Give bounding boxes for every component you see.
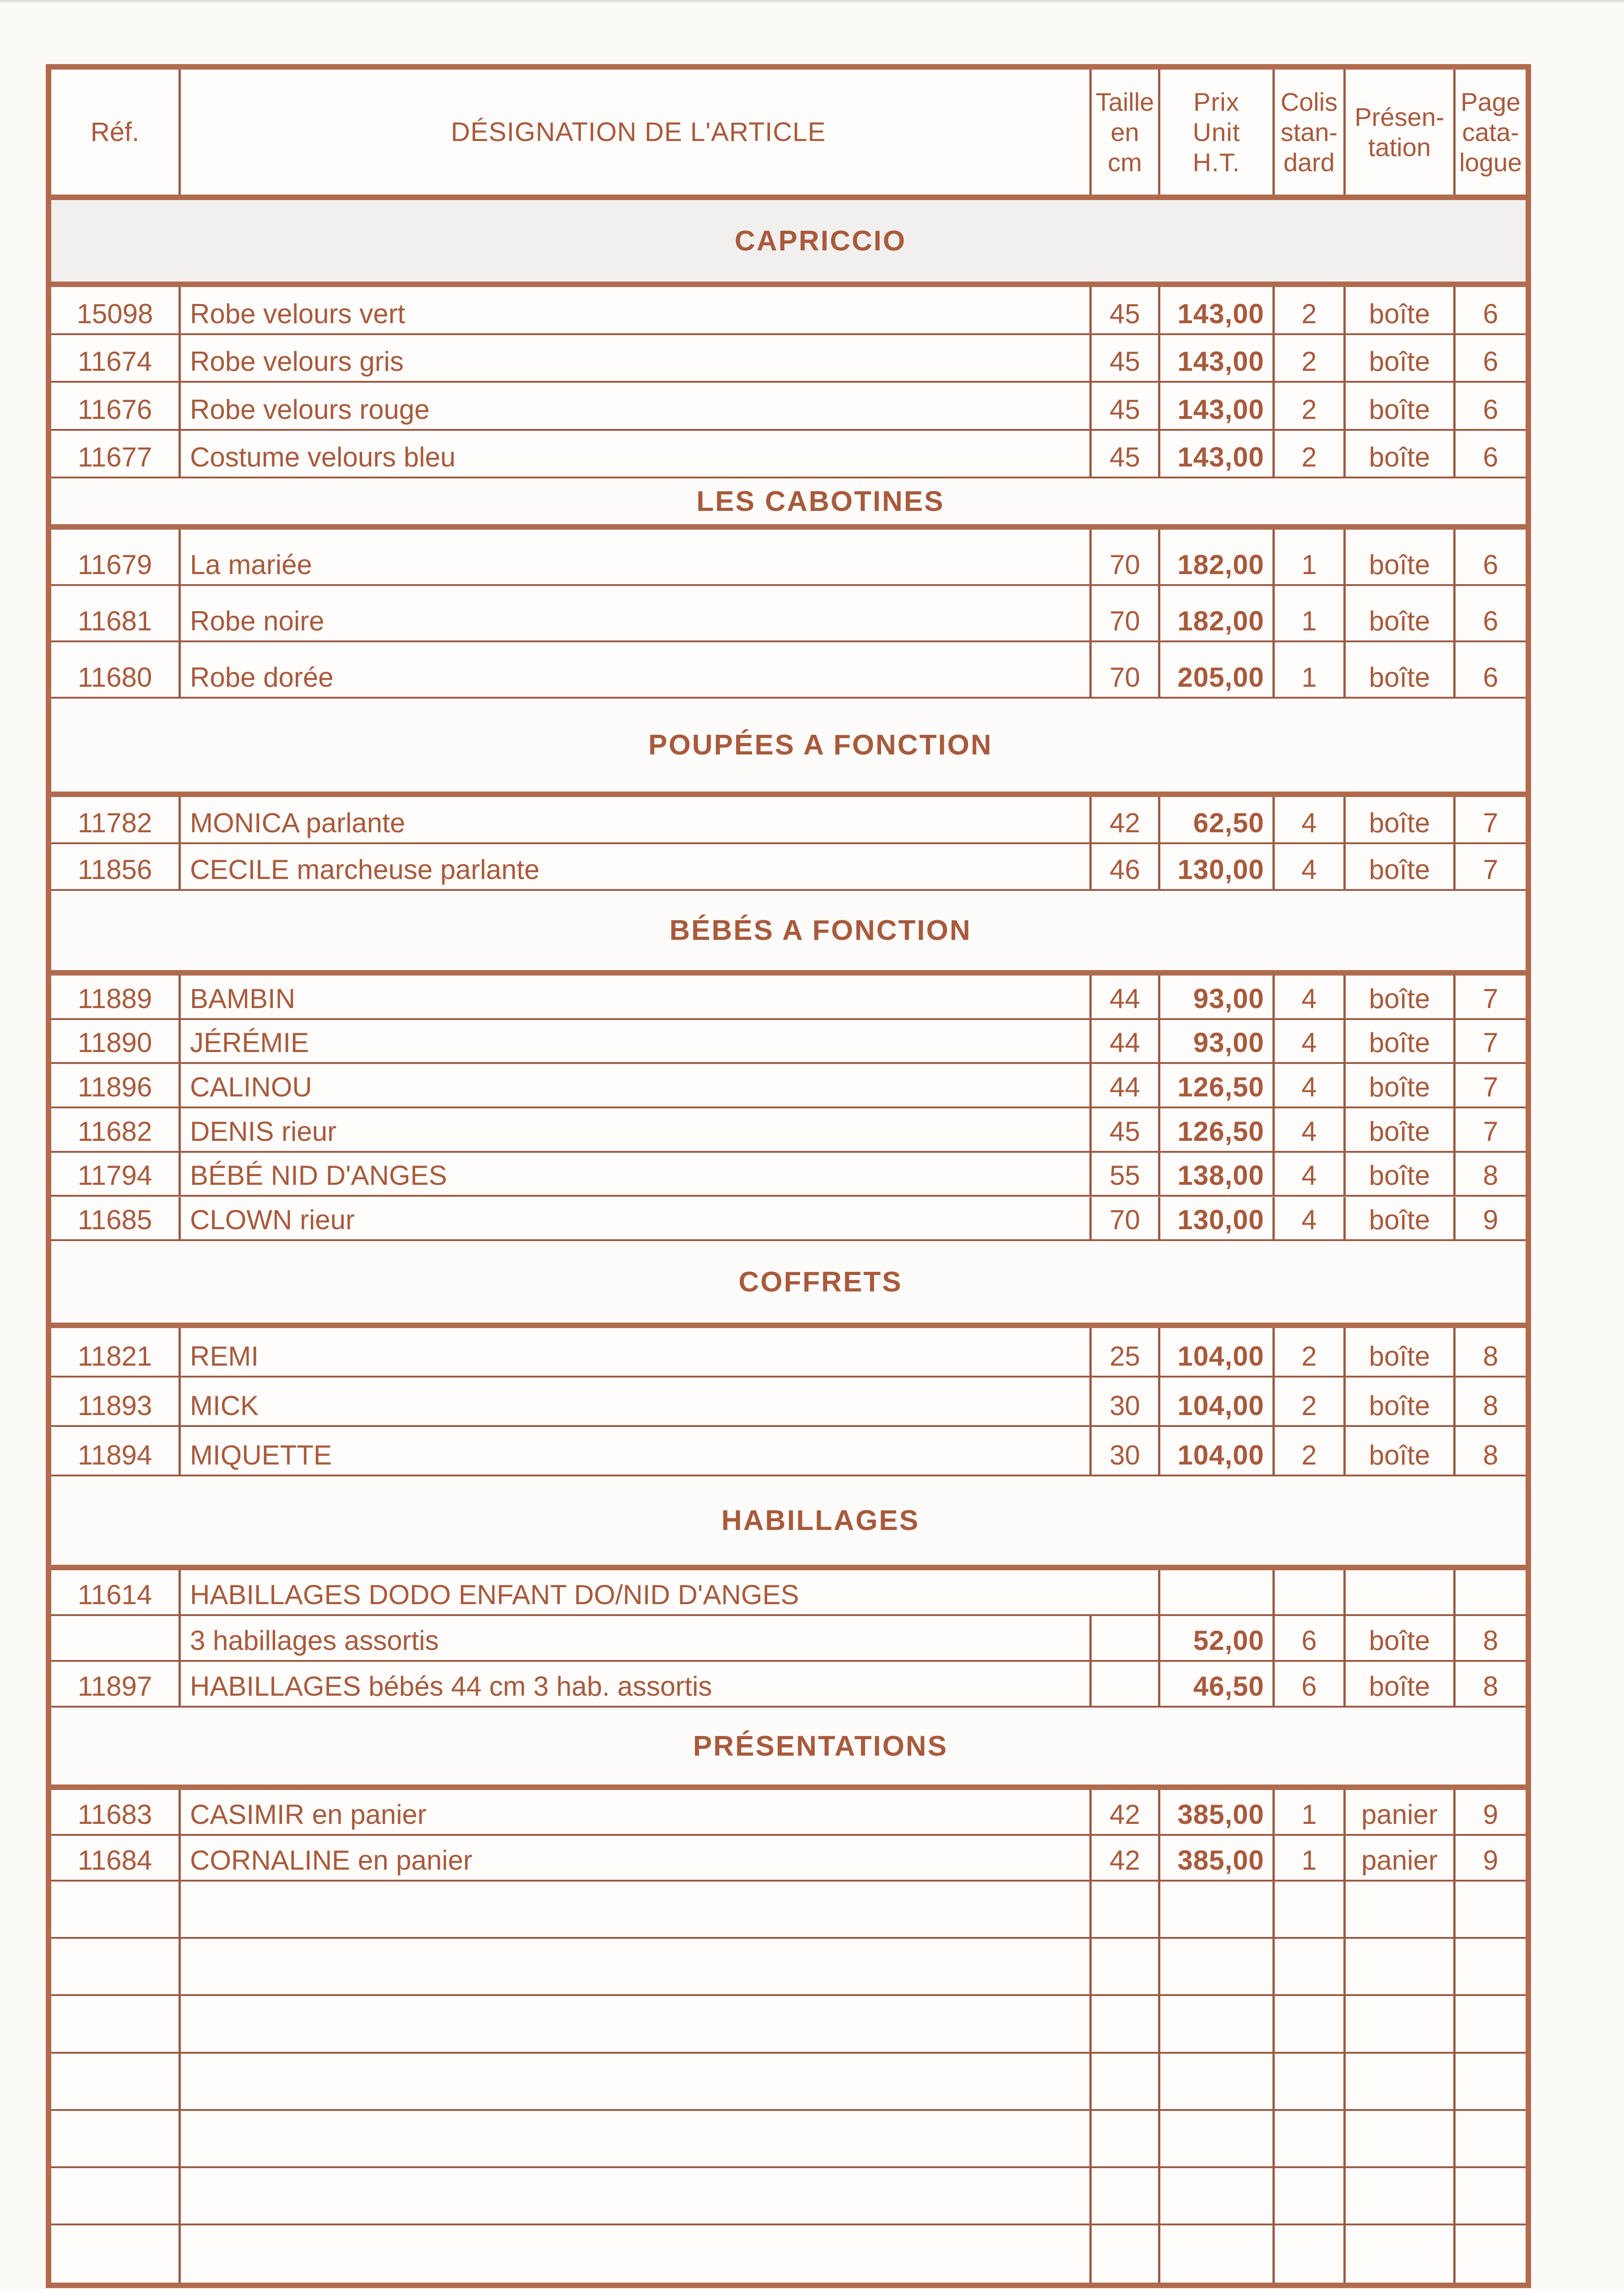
- cell-designation: BÉBÉ NID D'ANGES: [181, 1153, 1092, 1195]
- table-row: [51, 383, 1526, 431]
- cell-prix: 126,50: [1160, 1108, 1275, 1151]
- empty-cell: [51, 1882, 181, 1937]
- cell-presentation: boîte: [1346, 1662, 1456, 1706]
- cell-ref: 11676: [51, 383, 181, 429]
- empty-cell: [1160, 2225, 1275, 2283]
- cell-taille: 45: [1092, 335, 1160, 381]
- header-taille-line: en: [1110, 117, 1139, 146]
- cell-ref: 11679: [51, 530, 181, 584]
- table-row: [51, 586, 1526, 642]
- table-row: [51, 287, 1526, 335]
- empty-cell: [1160, 1882, 1275, 1937]
- cell-taille: 25: [1092, 1328, 1160, 1376]
- cell-ref: 11684: [51, 1836, 181, 1880]
- cell-designation: Costume velours bleu: [181, 431, 1092, 477]
- empty-cell: [1092, 1882, 1160, 1937]
- section-header: [51, 891, 1526, 976]
- header-taille-line: cm: [1108, 147, 1142, 177]
- cell-prix: 130,00: [1160, 844, 1275, 890]
- cell-presentation: panier: [1346, 1790, 1456, 1834]
- header-prix-line: Prix: [1193, 87, 1240, 116]
- empty-cell: [1346, 2111, 1456, 2166]
- header-designation: DÉSIGNATION DE L'ARTICLE: [181, 70, 1092, 195]
- cell-ref: 11681: [51, 586, 181, 640]
- cell-designation: La mariée: [181, 530, 1092, 584]
- cell-colis: 4: [1275, 1108, 1346, 1151]
- cell-page: 9: [1483, 1204, 1499, 1236]
- empty-cell: [1456, 1996, 1526, 2051]
- cell-page: 7: [1483, 1116, 1499, 1147]
- cell-colis: 4: [1275, 976, 1346, 1018]
- cell-ref: 11685: [51, 1197, 181, 1240]
- cell-ref: 11893: [51, 1378, 181, 1425]
- cell-presentation: boîte: [1346, 1108, 1456, 1151]
- section-title: HABILLAGES: [721, 1505, 920, 1537]
- empty-cell: [1346, 2168, 1456, 2224]
- empty-cell: [1160, 1939, 1275, 1994]
- cell-colis: 2: [1275, 1378, 1346, 1425]
- cell-prix: 143,00: [1160, 335, 1275, 381]
- empty-cell: [1160, 2168, 1275, 2224]
- cell-page: 6: [1483, 606, 1499, 636]
- cell-page: 7: [1483, 807, 1499, 838]
- empty-cell: [181, 2054, 1092, 2109]
- empty-cell: [1160, 2054, 1275, 2109]
- cell-designation: HABILLAGES bébés 44 cm 3 hab. assortis: [181, 1662, 1092, 1706]
- cell-page: [1456, 1570, 1526, 1614]
- header-ref: Réf.: [51, 70, 181, 195]
- cell-colis: 1: [1275, 1836, 1346, 1880]
- header-page-line: Page: [1461, 87, 1521, 116]
- cell-designation: CALINOU: [181, 1064, 1092, 1107]
- empty-cell: [181, 2111, 1092, 2166]
- cell-page: 6: [1483, 298, 1499, 329]
- empty-cell: [51, 1996, 181, 2051]
- cell-designation: REMI: [181, 1328, 1092, 1376]
- cell-page: 8: [1483, 1440, 1499, 1471]
- cell-designation: Robe dorée: [181, 642, 1092, 697]
- cell-colis: 2: [1275, 1427, 1346, 1475]
- empty-cell: [1456, 2054, 1526, 2109]
- cell-taille: 70: [1092, 530, 1160, 584]
- cell-taille: 70: [1092, 1197, 1160, 1240]
- empty-cell: [1456, 1882, 1526, 1937]
- cell-ref: 11894: [51, 1427, 181, 1475]
- cell-colis: 1: [1275, 1790, 1346, 1834]
- cell-ref: [51, 1616, 181, 1660]
- cell-page: 8: [1483, 1671, 1499, 1702]
- cell-page: 9: [1483, 1845, 1499, 1876]
- empty-cell: [1346, 1882, 1456, 1937]
- empty-cell: [181, 1996, 1092, 2051]
- empty-cell: [1092, 2225, 1160, 2283]
- table-row: [51, 431, 1526, 479]
- empty-cell: [1160, 2111, 1275, 2166]
- cell-prix: 104,00: [1160, 1328, 1275, 1376]
- cell-ref: 11614: [51, 1570, 181, 1614]
- cell-ref: 11896: [51, 1064, 181, 1107]
- header-page-line: logue: [1459, 147, 1522, 177]
- header-colis-line: dard: [1283, 147, 1335, 177]
- empty-cell: [1456, 1939, 1526, 1994]
- cell-prix: 52,00: [1160, 1616, 1275, 1660]
- section-title: CAPRICCIO: [735, 225, 906, 257]
- header-page: [1456, 70, 1526, 195]
- cell-colis: 4: [1275, 1020, 1346, 1063]
- empty-cell: [181, 2225, 1092, 2283]
- empty-cell: [1346, 1996, 1456, 2051]
- cell-taille: 45: [1092, 383, 1160, 429]
- cell-taille: 46: [1092, 844, 1160, 890]
- empty-row: [51, 1882, 1526, 1939]
- cell-page: 8: [1483, 1625, 1499, 1656]
- cell-prix: 182,00: [1160, 530, 1275, 584]
- empty-cell: [1275, 2111, 1346, 2166]
- cell-prix: 385,00: [1160, 1836, 1275, 1880]
- empty-row: [51, 2225, 1526, 2283]
- empty-cell: [1456, 2111, 1526, 2166]
- section-title: BÉBÉS A FONCTION: [669, 915, 972, 946]
- cell-prix: 126,50: [1160, 1064, 1275, 1107]
- section-header: [51, 1241, 1526, 1328]
- cell-page: 6: [1483, 442, 1499, 472]
- header-colis: [1275, 70, 1346, 195]
- table-row: [51, 797, 1526, 844]
- empty-cell: [1092, 1939, 1160, 1994]
- cell-colis: 1: [1275, 586, 1346, 640]
- cell-taille: 45: [1092, 431, 1160, 477]
- header-presentation-line: tation: [1368, 132, 1431, 162]
- cell-presentation: [1346, 1570, 1456, 1614]
- cell-colis: 2: [1275, 287, 1346, 333]
- cell-ref: 11680: [51, 642, 181, 697]
- empty-cell: [1346, 1939, 1456, 1994]
- cell-designation: CORNALINE en panier: [181, 1836, 1092, 1880]
- empty-cell: [1275, 1939, 1346, 1994]
- cell-prix: 104,00: [1160, 1378, 1275, 1425]
- table-row: [51, 1570, 1526, 1616]
- empty-cell: [1092, 1996, 1160, 2051]
- table-row: [51, 1836, 1526, 1882]
- cell-ref: 11674: [51, 335, 181, 381]
- cell-prix: 46,50: [1160, 1662, 1275, 1706]
- table-row: [51, 1020, 1526, 1064]
- cell-page: 7: [1483, 983, 1499, 1014]
- section-header: [51, 478, 1526, 530]
- cell-page: 7: [1483, 854, 1499, 885]
- cell-ref: 11683: [51, 1790, 181, 1834]
- cell-page: 6: [1483, 549, 1499, 580]
- cell-taille: 42: [1092, 1790, 1160, 1834]
- section-title: PRÉSENTATIONS: [693, 1730, 948, 1762]
- order-form-table: [46, 64, 1531, 2288]
- cell-presentation: boîte: [1346, 1064, 1456, 1107]
- cell-designation: HABILLAGES DODO ENFANT DO/NID D'ANGES: [181, 1570, 1160, 1614]
- table-row: [51, 1790, 1526, 1836]
- empty-row: [51, 1939, 1526, 1996]
- cell-colis: 4: [1275, 1064, 1346, 1107]
- empty-cell: [1275, 1996, 1346, 2051]
- empty-cell: [1275, 2225, 1346, 2283]
- cell-prix: 93,00: [1160, 976, 1275, 1018]
- cell-presentation: boîte: [1346, 530, 1456, 584]
- cell-prix: 385,00: [1160, 1790, 1275, 1834]
- cell-ref: 11677: [51, 431, 181, 477]
- header-taille-line: Taille: [1095, 87, 1154, 116]
- cell-colis: 4: [1275, 1197, 1346, 1240]
- cell-presentation: boîte: [1346, 383, 1456, 429]
- section-header: [51, 699, 1526, 797]
- cell-taille: [1092, 1662, 1160, 1706]
- cell-presentation: boîte: [1346, 1197, 1456, 1240]
- table-row: [51, 335, 1526, 383]
- cell-page: 9: [1483, 1799, 1499, 1830]
- section-header: [51, 200, 1526, 287]
- cell-colis: [1275, 1570, 1346, 1614]
- header-prix-line: H.T.: [1192, 147, 1240, 177]
- cell-ref: 15098: [51, 287, 181, 333]
- cell-ref: 11682: [51, 1108, 181, 1151]
- table-row: [51, 1427, 1526, 1476]
- cell-prix: 143,00: [1160, 431, 1275, 477]
- header-prix: [1160, 70, 1275, 195]
- cell-ref: 11890: [51, 1020, 181, 1063]
- table-row: [51, 642, 1526, 699]
- empty-cell: [51, 2111, 181, 2166]
- cell-colis: 2: [1275, 383, 1346, 429]
- table-row: [51, 1616, 1526, 1662]
- empty-cell: [1092, 2054, 1160, 2109]
- cell-colis: 2: [1275, 335, 1346, 381]
- cell-page: 8: [1483, 1160, 1499, 1191]
- cell-taille: 70: [1092, 642, 1160, 697]
- empty-row: [51, 1996, 1526, 2053]
- cell-designation: CECILE marcheuse parlante: [181, 844, 1092, 890]
- cell-colis: 2: [1275, 1328, 1346, 1376]
- cell-presentation: boîte: [1346, 586, 1456, 640]
- cell-ref: 11821: [51, 1328, 181, 1376]
- cell-presentation: boîte: [1346, 976, 1456, 1018]
- header-presentation-line: Présen-: [1354, 102, 1445, 131]
- empty-row: [51, 2111, 1526, 2168]
- cell-prix: 143,00: [1160, 383, 1275, 429]
- table-row: [51, 1197, 1526, 1242]
- table-row: [51, 1108, 1526, 1153]
- header-colis-line: stan-: [1280, 117, 1338, 146]
- section-header: [51, 1476, 1526, 1570]
- cell-prix: 62,50: [1160, 797, 1275, 842]
- empty-cell: [51, 2225, 181, 2283]
- empty-row: [51, 2054, 1526, 2111]
- cell-designation: 3 habillages assortis: [181, 1616, 1092, 1660]
- cell-designation: DENIS rieur: [181, 1108, 1092, 1151]
- empty-cell: [1456, 2168, 1526, 2224]
- section-title: LES CABOTINES: [696, 485, 945, 517]
- section-header: [51, 1708, 1526, 1790]
- cell-designation: Robe velours rouge: [181, 383, 1092, 429]
- cell-colis: 4: [1275, 797, 1346, 842]
- empty-cell: [181, 1939, 1092, 1994]
- cell-taille: 55: [1092, 1153, 1160, 1195]
- table-header: [51, 70, 1526, 200]
- header-taille: [1092, 70, 1160, 195]
- cell-taille: 45: [1092, 1108, 1160, 1151]
- cell-taille: 44: [1092, 976, 1160, 1018]
- cell-ref: 11897: [51, 1662, 181, 1706]
- cell-presentation: boîte: [1346, 287, 1456, 333]
- cell-taille: 30: [1092, 1427, 1160, 1475]
- cell-colis: 1: [1275, 642, 1346, 697]
- cell-page: 6: [1483, 394, 1499, 425]
- cell-prix: 104,00: [1160, 1427, 1275, 1475]
- cell-page: 6: [1483, 346, 1499, 377]
- cell-presentation: boîte: [1346, 1427, 1456, 1475]
- empty-cell: [1275, 2168, 1346, 2224]
- table-row: [51, 1662, 1526, 1708]
- cell-prix: 143,00: [1160, 287, 1275, 333]
- empty-cell: [51, 2054, 181, 2109]
- empty-cell: [1456, 2225, 1526, 2283]
- header-prix-line: Unit: [1192, 117, 1240, 146]
- cell-taille: 70: [1092, 586, 1160, 640]
- empty-cell: [1275, 1882, 1346, 1937]
- empty-cell: [51, 1939, 181, 1994]
- header-colis-line: Colis: [1280, 87, 1338, 116]
- cell-presentation: panier: [1346, 1836, 1456, 1880]
- cell-ref: 11782: [51, 797, 181, 842]
- cell-taille: 42: [1092, 797, 1160, 842]
- cell-taille: [1092, 1616, 1160, 1660]
- section-title: POUPÉES A FONCTION: [648, 729, 993, 761]
- table-row: [51, 1153, 1526, 1197]
- cell-page: 8: [1483, 1341, 1499, 1372]
- table-row: [51, 530, 1526, 586]
- cell-colis: 6: [1275, 1616, 1346, 1660]
- cell-ref: 11794: [51, 1153, 181, 1195]
- empty-cell: [1092, 2168, 1160, 2224]
- cell-ref: 11889: [51, 976, 181, 1018]
- cell-presentation: boîte: [1346, 1378, 1456, 1425]
- cell-taille: 44: [1092, 1064, 1160, 1107]
- cell-colis: 2: [1275, 431, 1346, 477]
- cell-prix: 130,00: [1160, 1197, 1275, 1240]
- cell-presentation: boîte: [1346, 335, 1456, 381]
- section-title: COFFRETS: [738, 1266, 903, 1298]
- cell-page: 7: [1483, 1072, 1499, 1103]
- cell-designation: MONICA parlante: [181, 797, 1092, 842]
- cell-taille: 44: [1092, 1020, 1160, 1063]
- cell-prix: 138,00: [1160, 1153, 1275, 1195]
- empty-row: [51, 2168, 1526, 2225]
- empty-cell: [181, 2168, 1092, 2224]
- empty-cell: [1275, 2054, 1346, 2109]
- cell-designation: MIQUETTE: [181, 1427, 1092, 1475]
- cell-designation: Robe velours vert: [181, 287, 1092, 333]
- cell-presentation: boîte: [1346, 797, 1456, 842]
- cell-page: 6: [1483, 662, 1499, 693]
- cell-designation: Robe noire: [181, 586, 1092, 640]
- cell-prix: 93,00: [1160, 1020, 1275, 1063]
- cell-page: 8: [1483, 1390, 1499, 1421]
- empty-cell: [51, 2168, 181, 2224]
- cell-presentation: boîte: [1346, 642, 1456, 697]
- header-page-line: cata-: [1462, 117, 1519, 146]
- cell-taille: 42: [1092, 1836, 1160, 1880]
- cell-prix: 205,00: [1160, 642, 1275, 697]
- cell-presentation: boîte: [1346, 1020, 1456, 1063]
- cell-page: 7: [1483, 1027, 1499, 1058]
- empty-cell: [1346, 2225, 1456, 2283]
- table-row: [51, 1378, 1526, 1427]
- cell-taille: 45: [1092, 287, 1160, 333]
- cell-colis: 6: [1275, 1662, 1346, 1706]
- cell-prix: 182,00: [1160, 586, 1275, 640]
- table-row: [51, 976, 1526, 1020]
- empty-cell: [181, 1882, 1092, 1937]
- cell-presentation: boîte: [1346, 1153, 1456, 1195]
- page-edge-top: [0, 0, 1624, 4]
- cell-designation: BAMBIN: [181, 976, 1092, 1018]
- cell-designation: CASIMIR en panier: [181, 1790, 1092, 1834]
- table-row: [51, 844, 1526, 891]
- cell-presentation: boîte: [1346, 1328, 1456, 1376]
- cell-designation: CLOWN rieur: [181, 1197, 1092, 1240]
- cell-designation: JÉRÉMIE: [181, 1020, 1092, 1063]
- cell-colis: 4: [1275, 1153, 1346, 1195]
- cell-designation: MICK: [181, 1378, 1092, 1425]
- cell-presentation: boîte: [1346, 1616, 1456, 1660]
- cell-colis: 4: [1275, 844, 1346, 890]
- cell-presentation: boîte: [1346, 431, 1456, 477]
- cell-designation: Robe velours gris: [181, 335, 1092, 381]
- cell-ref: 11856: [51, 844, 181, 890]
- empty-cell: [1346, 2054, 1456, 2109]
- cell-taille: 30: [1092, 1378, 1160, 1425]
- table-row: [51, 1328, 1526, 1378]
- empty-cell: [1092, 2111, 1160, 2166]
- cell-presentation: boîte: [1346, 844, 1456, 890]
- table-row: [51, 1064, 1526, 1108]
- cell-colis: 1: [1275, 530, 1346, 584]
- empty-cell: [1160, 1996, 1275, 2051]
- cell-prix: [1160, 1570, 1275, 1614]
- header-presentation: [1346, 70, 1456, 195]
